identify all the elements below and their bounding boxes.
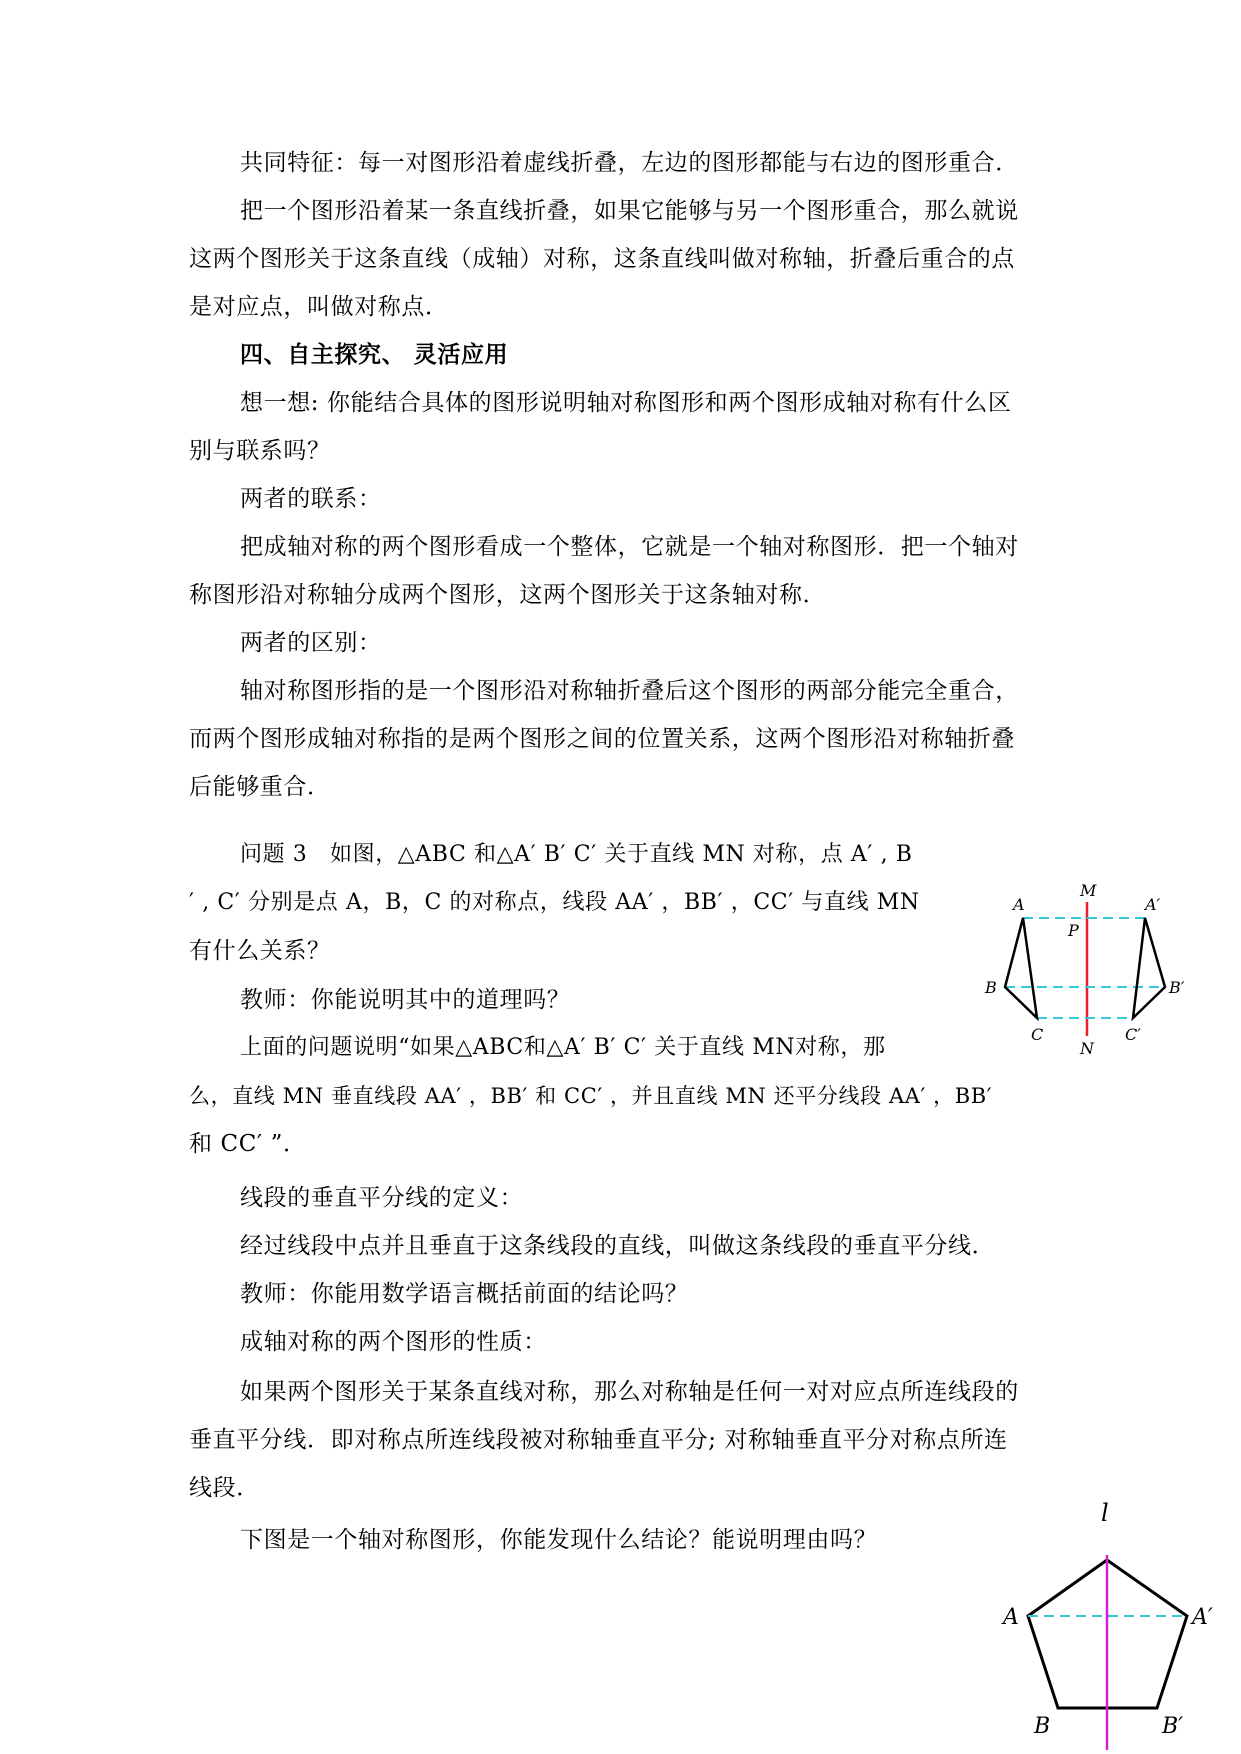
label-a-prime: A′ bbox=[1145, 895, 1161, 914]
text-line-10: 称图形沿对称轴分成两个图形，这两个图形关于这条轴对称． bbox=[189, 582, 827, 608]
text-line-2: 把一个图形沿着某一条直线折叠，如果它能够与另一个图形重合，那么就说 bbox=[240, 198, 1019, 224]
text-line-3: 这两个图形关于这条直线（成轴）对称，这条直线叫做对称轴，折叠后重合的点 bbox=[189, 246, 1015, 272]
text-line-9: 把成轴对称的两个图形看成一个整体，它就是一个轴对称图形．把一个轴对 bbox=[240, 534, 1019, 560]
label-a: A bbox=[1003, 1605, 1019, 1630]
text-line-14: 后能够重合． bbox=[189, 774, 331, 800]
text-line-25: 成轴对称的两个图形的性质： bbox=[240, 1329, 547, 1355]
text-line-24: 教师：你能用数学语言概括前面的结论吗？ bbox=[240, 1281, 689, 1307]
section-heading: 四、自主探究、 灵活应用 bbox=[240, 341, 509, 368]
text-line-27: 垂直平分线．即对称点所连线段被对称轴垂直平分; 对称轴垂直平分对称点所连 bbox=[189, 1427, 1008, 1453]
text-line-1: 共同特征：每一对图形沿着虚线折叠，左边的图形都能与右边的图形重合． bbox=[240, 150, 1019, 176]
text-line-12: 轴对称图形指的是一个图形沿对称轴折叠后这个图形的两部分能完全重合， bbox=[240, 678, 1019, 704]
text-line-15: 问题 3 如图，△ABC 和△A′ B′ C′ 关于直线 MN 对称，点 A′ , B bbox=[240, 842, 913, 867]
text-line-21: 和 CC′ ”． bbox=[189, 1131, 307, 1157]
text-line-26: 如果两个图形关于某条直线对称，那么对称轴是任何一对对应点所连线段的 bbox=[240, 1379, 1019, 1405]
label-n: N bbox=[1080, 1039, 1094, 1058]
triangle-abc bbox=[1005, 918, 1037, 1018]
text-line-23: 经过线段中点并且垂直于这条线段的直线，叫做这条线段的垂直平分线． bbox=[240, 1233, 996, 1259]
label-c-prime: C′ bbox=[1125, 1025, 1141, 1044]
label-b-prime: B′ bbox=[1169, 978, 1185, 997]
text-line-22: 线段的垂直平分线的定义： bbox=[240, 1185, 524, 1211]
text-line-17: 有什么关系？ bbox=[189, 938, 331, 964]
text-line-16: ′ , C′ 分别是点 A，B，C 的对称点，线段 AA′ ，BB′ ，CC′ 与直线 MN bbox=[189, 890, 920, 915]
label-l: l bbox=[1101, 1499, 1109, 1527]
symmetry-figure-triangles bbox=[975, 880, 1195, 1060]
label-b: B bbox=[985, 978, 997, 997]
label-m: M bbox=[1080, 881, 1097, 900]
text-line-6: 想一想: 你能结合具体的图形说明轴对称图形和两个图形成轴对称有什么区 bbox=[240, 390, 1012, 416]
label-c: C bbox=[1031, 1025, 1044, 1044]
label-a-prime: A′ bbox=[1192, 1605, 1213, 1630]
label-p: P bbox=[1068, 921, 1079, 940]
text-line-8: 两者的联系： bbox=[240, 486, 382, 512]
text-line-18: 教师：你能说明其中的道理吗？ bbox=[240, 987, 571, 1013]
text-line-20: 么，直线 MN 垂直线段 AA′ ，BB′ 和 CC′ ，并且直线 MN 还平分线段 AA′ ，BB′ bbox=[189, 1084, 993, 1108]
label-a: A bbox=[1013, 895, 1025, 914]
symmetry-figure-pentagon bbox=[1000, 1500, 1230, 1740]
text-line-19: 上面的问题说明“如果△ABC和△A′ B′ C′ 关于直线 MN对称，那 bbox=[240, 1035, 886, 1060]
text-line-7: 别与联系吗？ bbox=[189, 438, 331, 464]
text-line-4: 是对应点，叫做对称点． bbox=[189, 294, 449, 320]
text-line-29: 下图是一个轴对称图形，你能发现什么结论？能说明理由吗？ bbox=[240, 1527, 878, 1553]
text-line-28: 线段． bbox=[189, 1475, 260, 1501]
text-line-13: 而两个图形成轴对称指的是两个图形之间的位置关系，这两个图形沿对称轴折叠 bbox=[189, 726, 1015, 752]
text-line-11: 两者的区别： bbox=[240, 630, 382, 656]
label-b: B bbox=[1034, 1714, 1051, 1739]
triangle-a2b2c2 bbox=[1133, 918, 1165, 1018]
label-b-prime: B′ bbox=[1162, 1714, 1184, 1739]
